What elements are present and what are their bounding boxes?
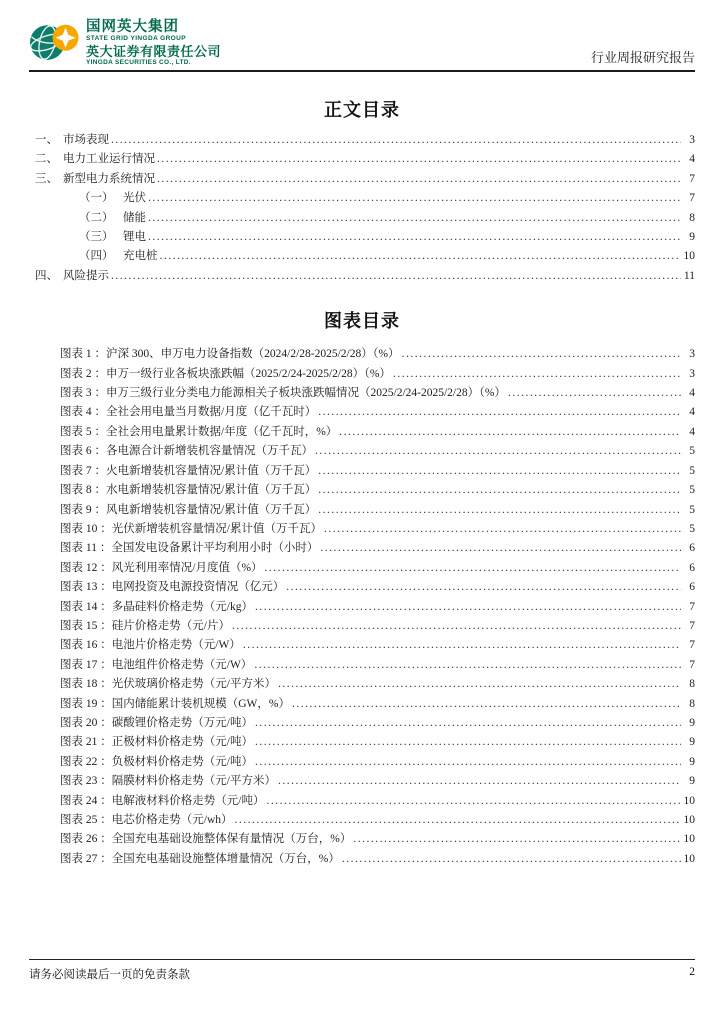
- figure-item-label: 图表 22 ：负极材料价格走势（元/吨）: [60, 755, 253, 768]
- dot-leader: [265, 559, 681, 578]
- figure-item-page: 10: [683, 833, 695, 846]
- toc-item: [29, 209, 695, 228]
- dot-leader: [278, 675, 681, 694]
- brand-text: [86, 20, 221, 66]
- figure-item-page: 10: [683, 852, 695, 865]
- yingda-logo-icon: [29, 20, 79, 67]
- figure-item-page: 9: [689, 755, 695, 768]
- figure-item-page: 3: [689, 367, 695, 380]
- brand-name-en: STATE GRID YINGDA GROUP: [86, 35, 186, 43]
- dot-leader: [266, 792, 681, 811]
- figure-item: [29, 830, 695, 849]
- figure-item-label: 图表 4 ：全社会用电量当月数据/月度（亿千瓦时）: [60, 406, 317, 419]
- figure-item-label: 图表 9 ：风电新增装机容量情况/累计值（万千瓦）: [60, 503, 317, 516]
- figure-item-label: 图表 13 ：电网投资及电源投资情况（亿元）: [60, 581, 285, 594]
- dot-leader: [243, 636, 681, 655]
- page-header: [29, 20, 695, 67]
- toc-item: [29, 267, 695, 286]
- figure-item-label: 图表 1 ：沪深 300、申万电力设备指数（2024/2/28-2025/2/28）（%）: [60, 348, 400, 361]
- figure-item-label: 图表 15 ：硅片价格走势（元/片）: [60, 619, 230, 632]
- figure-item-page: 5: [689, 503, 695, 516]
- figure-item-page: 7: [689, 600, 695, 613]
- dot-leader: [148, 209, 681, 228]
- toc-item-number: （二）: [79, 211, 114, 224]
- figure-item-label: 图表 25 ：电芯价格走势（元/wh）: [60, 814, 233, 826]
- footer-page-number: 2: [689, 966, 695, 978]
- toc-item-label: 新型电力系统情况: [63, 172, 155, 185]
- dot-leader: [318, 501, 681, 520]
- dot-leader: [278, 772, 681, 791]
- figure-item: [29, 365, 695, 384]
- company-name-en: YINGDA SECURITIES CO., LTD.: [86, 58, 191, 66]
- toc-item-label: 光伏: [123, 192, 146, 205]
- figure-item-label: 图表 24 ：电解液材料价格走势（元/吨）: [60, 794, 265, 807]
- figures-section-title: 图表目录: [324, 311, 400, 332]
- dot-leader: [255, 753, 681, 772]
- dot-leader: [353, 830, 681, 849]
- toc-item-number: 一、: [35, 134, 58, 146]
- dot-leader: [315, 442, 681, 461]
- toc-section-title: 正文目录: [324, 100, 400, 120]
- figure-item-label: 图表 14 ：多晶硅料价格走势（元/kg）: [60, 600, 253, 613]
- figure-item: [29, 501, 695, 520]
- figure-item-page: 5: [689, 445, 695, 458]
- toc-item-number: （四）: [79, 250, 114, 263]
- toc-item-number: 四、: [35, 269, 58, 282]
- dot-leader: [255, 714, 681, 733]
- toc-item: [29, 150, 695, 169]
- toc-item: [29, 170, 695, 189]
- toc-item-page: 3: [689, 134, 695, 146]
- figure-item: [29, 539, 695, 558]
- toc-item-page: 4: [689, 153, 695, 166]
- figure-item: [29, 403, 695, 422]
- dot-leader: [402, 345, 681, 364]
- dot-leader: [235, 811, 682, 830]
- toc-item-page: 7: [689, 172, 695, 185]
- toc-item-page: 10: [683, 250, 695, 263]
- figure-item-label: 图表 19 ：国内储能累计装机规模（GW，%）: [60, 697, 290, 710]
- figure-item: [29, 753, 695, 772]
- figure-item: [29, 656, 695, 675]
- figure-item: [29, 792, 695, 811]
- figure-item-page: 9: [689, 736, 695, 749]
- figure-item: [29, 714, 695, 733]
- figure-item-page: 4: [689, 406, 695, 419]
- figure-item-page: 5: [689, 522, 695, 535]
- report-type-label: 行业周报研究报告: [590, 50, 695, 65]
- figure-item-page: 8: [689, 678, 695, 691]
- page-footer: [29, 959, 695, 982]
- figure-item-label: 图表 23 ：隔膜材料价格走势（元/平方米）: [60, 775, 276, 788]
- dot-leader: [342, 850, 681, 869]
- toc-item-label: 电力工业运行情况: [63, 153, 155, 166]
- figure-item-label: 图表 5 ：全社会用电量累计数据/年度（亿千瓦时，%）: [60, 425, 338, 438]
- figure-item-label: 图表 12 ：风光利用率情况/月度值（%）: [60, 561, 263, 574]
- figure-item: [29, 384, 695, 403]
- figure-item: [29, 481, 695, 500]
- company-name-cn: 英大证券有限责任公司: [86, 44, 222, 60]
- dot-leader: [292, 695, 681, 714]
- figure-item-page: 6: [689, 561, 695, 574]
- dot-leader: [232, 617, 681, 636]
- figure-item-label: 图表 3 ：申万三级行业分类电力能源相关子板块涨跌幅情况（2025/2/24-2025/2/28）（%）: [60, 387, 506, 400]
- toc-item: [29, 189, 695, 208]
- figure-item: [29, 345, 695, 364]
- footer-disclaimer: 请务必阅读最后一页的免责条款: [29, 969, 190, 981]
- dot-leader: [157, 150, 681, 169]
- toc-item-number: （三）: [79, 231, 114, 244]
- toc-list: [29, 131, 695, 286]
- figure-item: [29, 695, 695, 714]
- dot-leader: [160, 247, 682, 266]
- toc-item-number: 三、: [35, 172, 58, 185]
- figure-item-label: 图表 2 ：申万一级行业各板块涨跌幅（2025/2/24-2025/2/28）（%）: [60, 367, 391, 380]
- figure-item: [29, 598, 695, 617]
- dot-leader: [254, 656, 681, 675]
- figures-list: [29, 345, 695, 869]
- figure-item: [29, 636, 695, 655]
- dot-leader: [318, 462, 681, 481]
- dot-leader: [318, 481, 681, 500]
- figure-item-label: 图表 26 ：全国充电基础设施整体保有量情况（万台，%）: [60, 833, 352, 846]
- dot-leader: [339, 423, 681, 442]
- brand-block: [29, 20, 221, 67]
- figure-item-page: 4: [689, 425, 695, 438]
- figure-item-page: 8: [689, 697, 695, 710]
- toc-item-page: 8: [689, 211, 695, 224]
- toc-item-number: （一）: [79, 192, 114, 205]
- figure-item: [29, 423, 695, 442]
- dot-leader: [508, 384, 681, 403]
- figure-item-page: 10: [683, 794, 695, 807]
- figure-item: [29, 811, 695, 830]
- figure-item-page: 5: [689, 464, 695, 477]
- dot-leader: [148, 228, 681, 247]
- figure-item-page: 10: [683, 814, 695, 826]
- toc-item-page: 9: [689, 231, 695, 244]
- toc-item-page: 11: [683, 269, 695, 282]
- figure-item-label: 图表 10 ：光伏新增装机容量情况/累计值（万千瓦）: [60, 522, 322, 535]
- toc-item-label: 风险提示: [63, 269, 109, 282]
- figure-item-label: 图表 8 ：水电新增装机容量情况/累计值（万千瓦）: [60, 484, 317, 497]
- figure-item: [29, 675, 695, 694]
- toc-item-page: 7: [689, 192, 695, 205]
- figure-item-label: 图表 20 ：碳酸锂价格走势（万元/吨）: [60, 716, 253, 729]
- figure-item-page: 6: [689, 581, 695, 594]
- toc-item-label: 储能: [123, 211, 146, 224]
- toc-item-label: 市场表现: [63, 134, 109, 146]
- figure-item-page: 7: [689, 639, 695, 652]
- toc-item-label: 充电桩: [123, 250, 158, 263]
- figure-item: [29, 462, 695, 481]
- toc-item-label: 锂电: [123, 231, 146, 244]
- figure-item: [29, 578, 695, 597]
- figure-item: [29, 850, 695, 869]
- dot-leader: [318, 403, 681, 422]
- brand-name-cn: 国网英大集团: [86, 19, 179, 35]
- figure-item-page: 7: [689, 619, 695, 632]
- figure-item-label: 图表 16 ：电池片价格走势（元/W）: [60, 639, 241, 652]
- figure-item-label: 图表 21 ：正极材料价格走势（元/吨）: [60, 736, 253, 749]
- figure-item: [29, 772, 695, 791]
- figure-item-label: 图表 27 ：全国充电基础设施整体增量情况（万台，%）: [60, 852, 340, 865]
- dot-leader: [111, 267, 681, 286]
- figure-item-label: 图表 6 ：各电源合计新增装机容量情况（万千瓦）: [60, 445, 313, 458]
- dot-leader: [157, 170, 681, 189]
- header-divider: [29, 70, 695, 72]
- toc-item: [29, 247, 695, 266]
- figure-item-label: 图表 18 ：光伏玻璃价格走势（元/平方米）: [60, 678, 276, 691]
- figure-item: [29, 733, 695, 752]
- dot-leader: [324, 520, 681, 539]
- figure-item-label: 图表 7 ：火电新增装机容量情况/累计值（万千瓦）: [60, 464, 317, 477]
- dot-leader: [320, 539, 681, 558]
- figure-item: [29, 559, 695, 578]
- toc-item-number: 二、: [35, 153, 58, 166]
- figure-item: [29, 617, 695, 636]
- dot-leader: [255, 598, 681, 617]
- figure-item: [29, 520, 695, 539]
- dot-leader: [393, 365, 681, 384]
- toc-item: [29, 131, 695, 150]
- dot-leader: [286, 578, 681, 597]
- figure-item-page: 6: [689, 542, 695, 555]
- dot-leader: [148, 189, 681, 208]
- figure-item-label: 图表 17 ：电池组件价格走势（元/W）: [60, 658, 253, 671]
- figure-item-page: 9: [689, 775, 695, 788]
- dot-leader: [111, 131, 681, 150]
- figure-item-page: 5: [689, 484, 695, 497]
- figure-item-label: 图表 11 ：全国发电设备累计平均利用小时（小时）: [60, 542, 319, 555]
- toc-item: [29, 228, 695, 247]
- figure-item-page: 9: [689, 716, 695, 729]
- figure-item: [29, 442, 695, 461]
- figure-item-page: 3: [689, 348, 695, 361]
- dot-leader: [255, 733, 681, 752]
- figure-item-page: 7: [689, 658, 695, 671]
- figure-item-page: 4: [689, 387, 695, 400]
